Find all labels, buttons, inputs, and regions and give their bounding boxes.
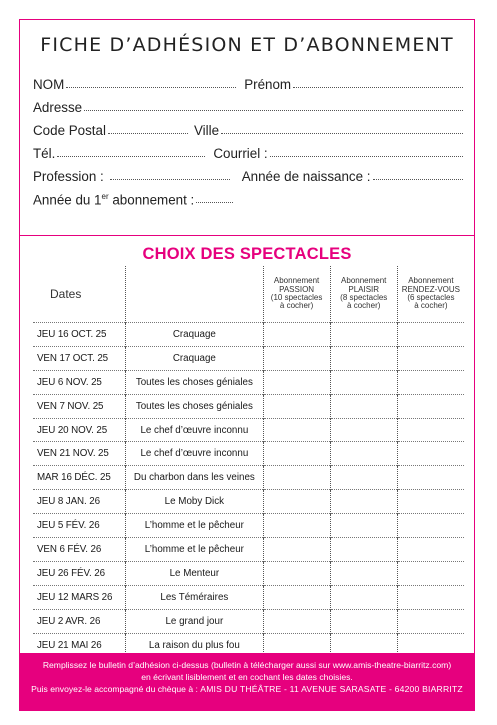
show-date: VEN 7 NOV. 25 (33, 394, 126, 418)
membership-form (19, 19, 475, 711)
checkbox-passion[interactable] (263, 394, 330, 418)
table-row (33, 609, 464, 633)
show-title: Le Moby Dick (126, 490, 263, 514)
checkbox-plaisir[interactable] (330, 394, 397, 418)
profession-label: Profession : (33, 169, 104, 184)
checkbox-plaisir[interactable] (330, 609, 397, 633)
show-title: Toutes les choses géniales (126, 370, 263, 394)
checkbox-passion[interactable] (263, 442, 330, 466)
show-header (126, 266, 263, 323)
show-title: Le grand jour (126, 609, 263, 633)
show-date: JEU 12 MARS 26 (33, 585, 126, 609)
checkbox-passion[interactable] (263, 561, 330, 585)
checkbox-plaisir[interactable] (330, 538, 397, 562)
show-date: JEU 26 FÉV. 26 (33, 561, 126, 585)
courriel-label: Courriel : (213, 146, 268, 161)
show-title: Le chef d’œuvre inconnu (126, 442, 263, 466)
table-row (33, 561, 464, 585)
annee-abonnement-field[interactable] (196, 201, 233, 203)
table-row (33, 514, 464, 538)
checkbox-passion[interactable] (263, 609, 330, 633)
annee-naissance-field[interactable] (373, 178, 463, 180)
checkbox-rendez-vous[interactable] (397, 514, 464, 538)
code-postal-field[interactable] (108, 132, 188, 134)
checkbox-passion[interactable] (263, 323, 330, 347)
profession-row (33, 161, 465, 184)
adresse-field[interactable] (84, 109, 463, 111)
checkbox-passion[interactable] (263, 538, 330, 562)
table-row (33, 442, 464, 466)
checkbox-passion[interactable] (263, 466, 330, 490)
footer-line-1: Remplissez le bulletin d’adhésion ci-dessus (bulletin à télécharger aussi sur www.amis-theatre-biarritz.com) (42, 660, 452, 670)
checkbox-rendez-vous[interactable] (397, 346, 464, 370)
annee-naissance-label: Année de naissance : (241, 169, 371, 184)
nom-label: NOM (33, 77, 65, 92)
ville-field[interactable] (221, 132, 463, 134)
checkbox-rendez-vous[interactable] (397, 538, 464, 562)
show-date: JEU 8 JAN. 26 (33, 490, 126, 514)
checkbox-plaisir[interactable] (330, 442, 397, 466)
footer-line-3: Puis envoyez-le accompagné du chèque à : AMIS DU THÉÂTRE - 11 AVENUE SARASATE - 64200 BIARRITZ (31, 684, 463, 694)
footer-line-2: en écrivant lisiblement et en cochant les dates choisies. (141, 672, 353, 682)
table-row (33, 394, 464, 418)
abo-passion-header: Abonnement PASSION (10 spectacles à cocher) (263, 266, 330, 323)
checkbox-rendez-vous[interactable] (397, 370, 464, 394)
checkbox-rendez-vous[interactable] (397, 466, 464, 490)
nom-field[interactable] (66, 86, 236, 88)
profession-field[interactable] (110, 178, 230, 180)
checkbox-passion[interactable] (263, 418, 330, 442)
show-title: L’homme et le pêcheur (126, 514, 263, 538)
table-row (33, 466, 464, 490)
show-title: Le chef d’œuvre inconnu (126, 418, 263, 442)
table-row (33, 346, 464, 370)
checkbox-rendez-vous[interactable] (397, 585, 464, 609)
member-info-fields (33, 69, 465, 207)
annee-abonnement-label: Année du 1er abonnement : (33, 191, 195, 207)
show-title: Craquage (126, 323, 263, 347)
shows-table-body (33, 323, 464, 657)
checkbox-plaisir[interactable] (330, 418, 397, 442)
checkbox-plaisir[interactable] (330, 466, 397, 490)
table-row (33, 370, 464, 394)
section-title: CHOIX DES SPECTACLES (142, 245, 352, 263)
show-title: Craquage (126, 346, 263, 370)
courriel-field[interactable] (270, 155, 463, 157)
abo-plaisir-header: Abonnement PLAISIR (8 spectacles à cocher) (330, 266, 397, 323)
checkbox-passion[interactable] (263, 585, 330, 609)
form-title: FICHE D’ADHÉSION ET D’ABONNEMENT (40, 34, 454, 56)
checkbox-passion[interactable] (263, 514, 330, 538)
address-row (33, 92, 465, 115)
show-date: JEU 21 MAI 26 (33, 633, 126, 656)
instructions-footer (20, 653, 474, 711)
ville-label: Ville (193, 123, 220, 138)
show-title: Toutes les choses géniales (126, 394, 263, 418)
show-title: Les Téméraires (126, 585, 263, 609)
show-title: L’homme et le pêcheur (126, 538, 263, 562)
tel-field[interactable] (57, 155, 205, 157)
show-title: La raison du plus fou (126, 633, 263, 656)
show-date: JEU 5 FÉV. 26 (33, 514, 126, 538)
city-row (33, 115, 465, 138)
show-date: VEN 21 NOV. 25 (33, 442, 126, 466)
show-date: MAR 16 DÉC. 25 (33, 466, 126, 490)
prenom-label: Prénom (244, 77, 292, 92)
checkbox-rendez-vous[interactable] (397, 561, 464, 585)
checkbox-plaisir[interactable] (330, 585, 397, 609)
show-date: JEU 6 NOV. 25 (33, 370, 126, 394)
contact-row (33, 138, 465, 161)
adresse-label: Adresse (33, 100, 83, 115)
checkbox-rendez-vous[interactable] (397, 394, 464, 418)
checkbox-plaisir[interactable] (330, 490, 397, 514)
table-row (33, 323, 464, 347)
prenom-field[interactable] (293, 86, 463, 88)
show-date: JEU 20 NOV. 25 (33, 418, 126, 442)
checkbox-rendez-vous[interactable] (397, 490, 464, 514)
checkbox-passion[interactable] (263, 370, 330, 394)
show-date: VEN 6 FÉV. 26 (33, 538, 126, 562)
show-title: Du charbon dans les veines (126, 466, 263, 490)
checkbox-passion[interactable] (263, 490, 330, 514)
show-title: Le Menteur (126, 561, 263, 585)
checkbox-rendez-vous[interactable] (397, 442, 464, 466)
checkbox-plaisir[interactable] (330, 561, 397, 585)
abo-rendez-vous-header: Abonnement RENDEZ-VOUS (6 spectacles à cocher) (397, 266, 464, 323)
table-row (33, 538, 464, 562)
show-date: VEN 17 OCT. 25 (33, 346, 126, 370)
checkbox-rendez-vous[interactable] (397, 418, 464, 442)
checkbox-plaisir[interactable] (330, 370, 397, 394)
table-row (33, 585, 464, 609)
code-postal-label: Code Postal (33, 123, 106, 138)
table-row (33, 490, 464, 514)
checkbox-plaisir[interactable] (330, 346, 397, 370)
show-date: JEU 2 AVR. 26 (33, 609, 126, 633)
checkbox-plaisir[interactable] (330, 514, 397, 538)
tel-label: Tél. (33, 146, 56, 161)
checkbox-rendez-vous[interactable] (397, 609, 464, 633)
checkbox-plaisir[interactable] (330, 323, 397, 347)
dates-header: Dates (50, 287, 82, 301)
checkbox-rendez-vous[interactable] (397, 323, 464, 347)
table-row (33, 418, 464, 442)
name-row (33, 69, 465, 92)
checkbox-passion[interactable] (263, 346, 330, 370)
section-divider (20, 235, 474, 236)
footer-address: AMIS DU THÉÂTRE - 11 AVENUE SARASATE - 64200 BIARRITZ (200, 684, 463, 694)
shows-table (33, 266, 464, 656)
show-date: JEU 16 OCT. 25 (33, 323, 126, 347)
first-year-row (33, 184, 465, 207)
